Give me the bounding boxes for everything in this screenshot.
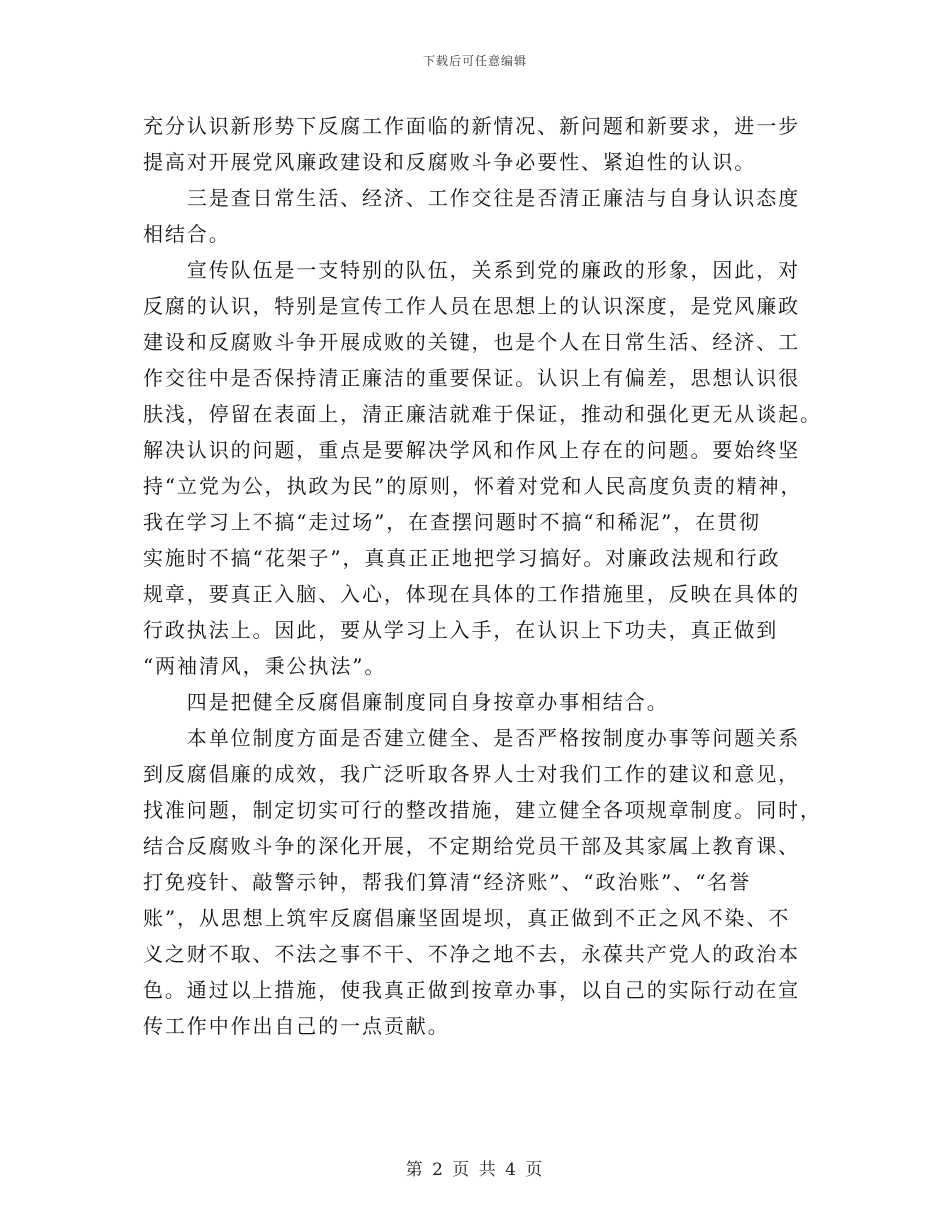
text-line: 反腐的认识，特别是宣传工作人员在思想上的认识深度，是党风廉政: [143, 294, 800, 318]
text-line: 结合反腐败斗争的深化开展，不定期给党员干部及其家属上教育课、: [143, 834, 800, 858]
page-footer: 第 2 页 共 4 页: [405, 1160, 545, 1180]
text-line: 四是把健全反腐倡廉制度同自身按章办事相结合。: [143, 690, 669, 714]
text-line: 我在学习上不搞“走过场”，在查摆问题时不搞“和稀泥”，在贯彻: [143, 510, 761, 534]
text-line: 找准问题，制定切实可行的整改措施，建立健全各项规章制度。同时，: [143, 798, 822, 822]
text-line: 本单位制度方面是否建立健全、是否严格按制度办事等问题关系: [143, 726, 800, 750]
body-text: [143, 108, 822, 1044]
text-line: 肤浅，停留在表面上，清正廉洁就难于保证，推动和强化更无从谈起。: [143, 402, 822, 426]
page-header: 下载后可任意编辑: [422, 54, 527, 68]
text-line: 建设和反腐败斗争开展成败的关键，也是个人在日常生活、经济、工: [143, 330, 800, 354]
text-line: 打免疫针、敲警示钟，帮我们算清“经济账”、“政治账”、“名誉: [143, 870, 752, 894]
text-line: 行政执法上。因此，要从学习上入手，在认识上下功夫，真正做到: [143, 618, 779, 642]
text-line: 义之财不取、不法之事不干、不净之地不去，永葆共产党人的政治本: [143, 942, 800, 966]
text-line: 账”，从思想上筑牢反腐倡廉坚固堤坝，真正做到不正之风不染、不: [143, 906, 791, 930]
text-line: 传工作中作出自己的一点贡献。: [143, 1014, 450, 1038]
text-line: 宣传队伍是一支特别的队伍，关系到党的廉政的形象，因此，对: [143, 258, 800, 282]
text-line: 作交往中是否保持清正廉洁的重要保证。认识上有偏差，思想认识很: [143, 366, 800, 390]
text-line: “两袖清风，秉公执法”。: [143, 654, 387, 678]
text-line: 实施时不搞“花架子”，真真正正地把学习搞好。对廉政法规和行政: [143, 546, 781, 570]
text-line: 到反腐倡廉的成效，我广泛听取各界人士对我们工作的建议和意见，: [143, 762, 800, 786]
text-line: 三是查日常生活、经济、工作交往是否清正廉洁与自身认识态度: [143, 186, 800, 210]
text-line: 色。通过以上措施，使我真正做到按章办事，以自己的实际行动在宣: [143, 978, 800, 1002]
text-line: 规章，要真正入脑、入心，体现在具体的工作措施里，反映在具体的: [143, 582, 800, 606]
text-line: 解决认识的问题，重点是要解决学风和作风上存在的问题。要始终坚: [143, 438, 800, 462]
text-line: 持“立党为公，执政为民”的原则，怀着对党和人民高度负责的精神，: [143, 474, 803, 498]
text-line: 提高对开展党风廉政建设和反腐败斗争必要性、紧迫性的认识。: [143, 150, 757, 174]
text-line: 充分认识新形势下反腐工作面临的新情况、新问题和新要求，进一步: [143, 114, 800, 138]
text-line: 相结合。: [143, 222, 231, 246]
